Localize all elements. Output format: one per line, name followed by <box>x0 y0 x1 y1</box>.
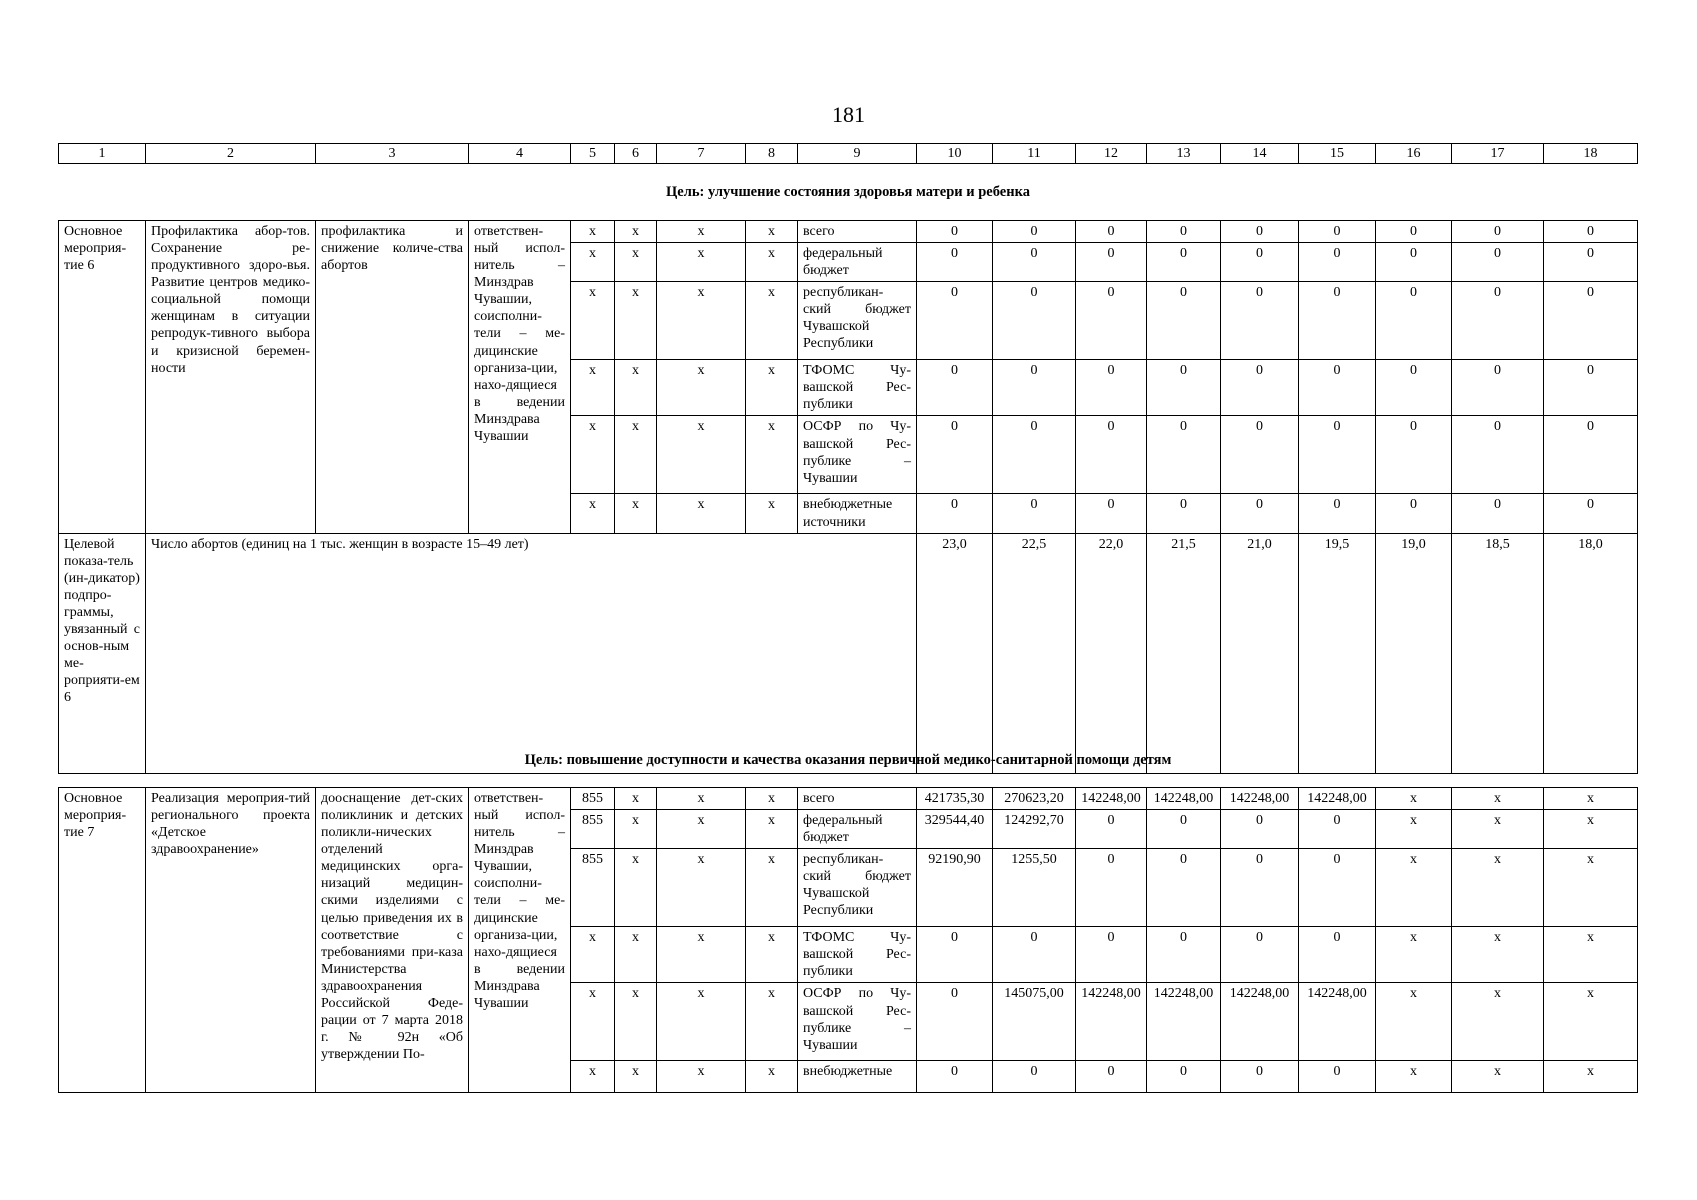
column-header-15: 15 <box>1299 144 1376 164</box>
block2-code-6: х <box>615 788 657 810</box>
block1-code-5: х <box>571 494 615 533</box>
block2-code-7: х <box>657 810 746 849</box>
block2-funding-source: внебюджетные <box>798 1061 917 1093</box>
block1-value-col-18: 0 <box>1544 494 1638 533</box>
block1-value-col-17: 0 <box>1452 416 1544 494</box>
block2-value-col-17: х <box>1452 1061 1544 1093</box>
block1-table <box>58 220 1638 774</box>
block2-value-col-16: х <box>1376 849 1452 927</box>
indicator-value-col-15: 19,5 <box>1299 533 1376 773</box>
block1-event-name: Основное мероприя-тие 6 <box>59 221 146 534</box>
block1-value-col-15: 0 <box>1299 416 1376 494</box>
block1-value-col-14: 0 <box>1221 360 1299 416</box>
block1-code-8: х <box>746 221 798 243</box>
block1-value-col-10: 0 <box>917 243 993 282</box>
block2-code-7: х <box>657 927 746 983</box>
block2-value-col-11: 0 <box>993 927 1076 983</box>
block1-code-7: х <box>657 494 746 533</box>
block1-code-7: х <box>657 416 746 494</box>
column-header-1: 1 <box>59 144 146 164</box>
column-header-14: 14 <box>1221 144 1299 164</box>
block2-value-col-10: 421735,30 <box>917 788 993 810</box>
indicator-value-col-17: 18,5 <box>1452 533 1544 773</box>
block2-value-col-14: 0 <box>1221 927 1299 983</box>
column-header-12: 12 <box>1076 144 1147 164</box>
block1-event-description: Профилактика абор-тов. Сохранение ре-продуктивного здоро-вья. Развитие центров медико-социальной помощи женщинам в ситуации репродук-тивного выбора и кризисной беремен-ности <box>146 221 316 534</box>
column-header-16: 16 <box>1376 144 1452 164</box>
block1-value-col-11: 0 <box>993 360 1076 416</box>
block1-code-6: х <box>615 416 657 494</box>
block1-code-6: х <box>615 221 657 243</box>
block1-code-7: х <box>657 243 746 282</box>
block1-funding-source: федеральный бюджет <box>798 243 917 282</box>
block2-funding-source: ТФОМС Чу-вашской Рес-публики <box>798 927 917 983</box>
block2-value-col-16: х <box>1376 1061 1452 1093</box>
block1-code-6: х <box>615 243 657 282</box>
block1-value-col-18: 0 <box>1544 243 1638 282</box>
block1-value-col-17: 0 <box>1452 282 1544 360</box>
block2-value-col-17: х <box>1452 849 1544 927</box>
block1-value-col-13: 0 <box>1147 282 1221 360</box>
indicator-row <box>59 533 1638 773</box>
block2-value-col-12: 0 <box>1076 810 1147 849</box>
block1-value-col-17: 0 <box>1452 243 1544 282</box>
column-header-2: 2 <box>146 144 316 164</box>
block1-value-col-10: 0 <box>917 494 993 533</box>
block1-value-col-12: 0 <box>1076 221 1147 243</box>
block1-funding-source: ОСФР по Чу-вашской Рес-публике – Чувашии <box>798 416 917 494</box>
block2-value-col-10: 0 <box>917 983 993 1061</box>
block2-value-col-11: 0 <box>993 1061 1076 1093</box>
block2-funding-source: ОСФР по Чу-вашской Рес-публике – Чувашии <box>798 983 917 1061</box>
block1-value-col-18: 0 <box>1544 360 1638 416</box>
block2-code-5: х <box>571 983 615 1061</box>
block2-funding-source: федеральный бюджет <box>798 810 917 849</box>
page-number: 181 <box>832 102 865 127</box>
block1-code-8: х <box>746 282 798 360</box>
block2-value-col-18: х <box>1544 788 1638 810</box>
block1-value-col-14: 0 <box>1221 243 1299 282</box>
indicator-value-col-16: 19,0 <box>1376 533 1452 773</box>
block1-value-col-15: 0 <box>1299 494 1376 533</box>
block1-code-7: х <box>657 360 746 416</box>
block1-value-col-13: 0 <box>1147 416 1221 494</box>
block2-row <box>59 788 1638 810</box>
block2-value-col-16: х <box>1376 810 1452 849</box>
column-header-4: 4 <box>469 144 571 164</box>
block1-value-col-13: 0 <box>1147 360 1221 416</box>
block1-value-col-15: 0 <box>1299 221 1376 243</box>
block2-code-5: х <box>571 927 615 983</box>
column-header-11: 11 <box>993 144 1076 164</box>
block2-code-8: х <box>746 927 798 983</box>
block2-code-8: х <box>746 983 798 1061</box>
indicator-name: Целевой показа-тель (ин-дикатор) подпро-граммы, увязанный с основ-ным ме-роприяти-ем 6 <box>59 533 146 773</box>
block1-value-col-10: 0 <box>917 416 993 494</box>
block2-code-8: х <box>746 849 798 927</box>
column-header-7: 7 <box>657 144 746 164</box>
block1-value-col-18: 0 <box>1544 282 1638 360</box>
block1-value-col-11: 0 <box>993 282 1076 360</box>
block1-value-col-17: 0 <box>1452 221 1544 243</box>
block1-value-col-10: 0 <box>917 282 993 360</box>
block2-value-col-10: 329544,40 <box>917 810 993 849</box>
block1-value-col-15: 0 <box>1299 243 1376 282</box>
block2-value-col-15: 0 <box>1299 810 1376 849</box>
block2-value-col-12: 0 <box>1076 927 1147 983</box>
column-header-17: 17 <box>1452 144 1544 164</box>
indicator-value-col-12: 22,0 <box>1076 533 1147 773</box>
block1-code-6: х <box>615 360 657 416</box>
column-header-18: 18 <box>1544 144 1638 164</box>
indicator-value-col-10: 23,0 <box>917 533 993 773</box>
block2-value-col-18: х <box>1544 1061 1638 1093</box>
block2-value-col-16: х <box>1376 983 1452 1061</box>
block2-value-col-13: 142248,00 <box>1147 983 1221 1061</box>
block1-task: профилактика и снижение количе-ства абортов <box>316 221 469 534</box>
block1-value-col-11: 0 <box>993 416 1076 494</box>
column-header-13: 13 <box>1147 144 1221 164</box>
block2-code-6: х <box>615 927 657 983</box>
column-header-6: 6 <box>615 144 657 164</box>
block1-value-col-16: 0 <box>1376 494 1452 533</box>
block2-value-col-18: х <box>1544 983 1638 1061</box>
block2-value-col-12: 0 <box>1076 1061 1147 1093</box>
block1-code-8: х <box>746 494 798 533</box>
block2-event-name: Основное мероприя-тие 7 <box>59 788 146 1093</box>
block2-executors: ответствен-ный испол-нитель – Минздрав Чувашии, соисполни-тели – ме-дицинские организа-ции, нахо-дящиеся в ведении Минздрава Чувашии <box>469 788 571 1093</box>
column-header-9: 9 <box>798 144 917 164</box>
block1-code-5: х <box>571 243 615 282</box>
block1-value-col-14: 0 <box>1221 416 1299 494</box>
block2-value-col-10: 0 <box>917 927 993 983</box>
block1-value-col-11: 0 <box>993 221 1076 243</box>
block1-value-col-13: 0 <box>1147 243 1221 282</box>
block1-code-5: х <box>571 360 615 416</box>
block1-code-5: х <box>571 221 615 243</box>
block1-value-col-12: 0 <box>1076 282 1147 360</box>
block1-value-col-15: 0 <box>1299 360 1376 416</box>
block2-value-col-11: 1255,50 <box>993 849 1076 927</box>
column-header-row <box>59 144 1638 164</box>
block2-value-col-12: 142248,00 <box>1076 788 1147 810</box>
block2-value-col-17: х <box>1452 788 1544 810</box>
block2-value-col-11: 124292,70 <box>993 810 1076 849</box>
block2-value-col-18: х <box>1544 849 1638 927</box>
block2-task: дооснащение дет-ских поликлиник и детских поликли-нических отделений медицинских орга-низаций медицин-скими изделиями с целью приведения их в соответствие с требованиями при-каза Министерства здравоохранения Российской Феде-рации от 7 марта 2018 г. № 92н «Об утверждении По- <box>316 788 469 1093</box>
block2-value-col-13: 142248,00 <box>1147 788 1221 810</box>
block2-code-8: х <box>746 810 798 849</box>
block2-value-col-10: 92190,90 <box>917 849 993 927</box>
block2-code-7: х <box>657 983 746 1061</box>
block2-value-col-15: 0 <box>1299 927 1376 983</box>
goal-heading-1: Цель: улучшение состояния здоровья матери и ребенка <box>666 184 1030 200</box>
block2-code-6: х <box>615 849 657 927</box>
block2-code-7: х <box>657 1061 746 1093</box>
block1-funding-source: ТФОМС Чу-вашской Рес-публики <box>798 360 917 416</box>
block2-code-5: х <box>571 1061 615 1093</box>
block2-code-5: 855 <box>571 788 615 810</box>
block2-code-5: 855 <box>571 849 615 927</box>
block1-code-6: х <box>615 282 657 360</box>
block2-value-col-11: 145075,00 <box>993 983 1076 1061</box>
indicator-value-col-11: 22,5 <box>993 533 1076 773</box>
goal-heading-2: Цель: повышение доступности и качества оказания первичной медико-санитарной помощи детям <box>524 752 1172 768</box>
block1-funding-source: всего <box>798 221 917 243</box>
block2-value-col-14: 142248,00 <box>1221 788 1299 810</box>
block1-value-col-18: 0 <box>1544 221 1638 243</box>
block2-value-col-12: 0 <box>1076 849 1147 927</box>
block2-code-7: х <box>657 788 746 810</box>
block2-value-col-17: х <box>1452 927 1544 983</box>
block2-value-col-10: 0 <box>917 1061 993 1093</box>
block1-funding-source: республикан-ский бюджет Чувашской Республики <box>798 282 917 360</box>
block2-event-description: Реализация мероприя-тий регионального проекта «Детское здравоохранение» <box>146 788 316 1093</box>
indicator-text: Число абортов (единиц на 1 тыс. женщин в возрасте 15–49 лет) <box>146 533 917 773</box>
block1-value-col-16: 0 <box>1376 416 1452 494</box>
column-header-8: 8 <box>746 144 798 164</box>
block2-value-col-13: 0 <box>1147 1061 1221 1093</box>
block1-value-col-14: 0 <box>1221 282 1299 360</box>
block2-value-col-14: 0 <box>1221 849 1299 927</box>
block1-value-col-13: 0 <box>1147 221 1221 243</box>
block2-value-col-11: 270623,20 <box>993 788 1076 810</box>
block2-value-col-15: 0 <box>1299 849 1376 927</box>
block1-code-7: х <box>657 282 746 360</box>
block2-value-col-13: 0 <box>1147 810 1221 849</box>
block1-code-5: х <box>571 416 615 494</box>
block2-funding-source: республикан-ский бюджет Чувашской Республики <box>798 849 917 927</box>
block2-value-col-15: 0 <box>1299 1061 1376 1093</box>
block2-value-col-18: х <box>1544 927 1638 983</box>
block1-code-7: х <box>657 221 746 243</box>
block2-value-col-12: 142248,00 <box>1076 983 1147 1061</box>
block1-value-col-14: 0 <box>1221 221 1299 243</box>
block2-value-col-18: х <box>1544 810 1638 849</box>
column-header-table <box>58 143 1638 164</box>
block2-value-col-14: 0 <box>1221 1061 1299 1093</box>
block2-value-col-16: х <box>1376 788 1452 810</box>
block2-value-col-17: х <box>1452 983 1544 1061</box>
indicator-value-col-18: 18,0 <box>1544 533 1638 773</box>
column-header-3: 3 <box>316 144 469 164</box>
block1-row <box>59 221 1638 243</box>
block1-value-col-10: 0 <box>917 360 993 416</box>
block1-value-col-10: 0 <box>917 221 993 243</box>
block2-code-5: 855 <box>571 810 615 849</box>
block1-value-col-12: 0 <box>1076 360 1147 416</box>
block2-value-col-15: 142248,00 <box>1299 983 1376 1061</box>
block2-code-6: х <box>615 983 657 1061</box>
block2-value-col-15: 142248,00 <box>1299 788 1376 810</box>
block2-code-6: х <box>615 1061 657 1093</box>
block2-funding-source: всего <box>798 788 917 810</box>
block1-value-col-17: 0 <box>1452 360 1544 416</box>
column-header-10: 10 <box>917 144 993 164</box>
block1-value-col-12: 0 <box>1076 494 1147 533</box>
block1-value-col-11: 0 <box>993 494 1076 533</box>
column-header-5: 5 <box>571 144 615 164</box>
block1-value-col-18: 0 <box>1544 416 1638 494</box>
indicator-value-col-13: 21,5 <box>1147 533 1221 773</box>
block1-funding-source: внебюджетные источники <box>798 494 917 533</box>
block1-value-col-13: 0 <box>1147 494 1221 533</box>
block2-value-col-13: 0 <box>1147 927 1221 983</box>
block1-value-col-16: 0 <box>1376 243 1452 282</box>
block2-value-col-17: х <box>1452 810 1544 849</box>
block1-value-col-16: 0 <box>1376 221 1452 243</box>
indicator-value-col-14: 21,0 <box>1221 533 1299 773</box>
block1-value-col-14: 0 <box>1221 494 1299 533</box>
block1-value-col-12: 0 <box>1076 416 1147 494</box>
block2-code-8: х <box>746 1061 798 1093</box>
block1-value-col-17: 0 <box>1452 494 1544 533</box>
block2-code-6: х <box>615 810 657 849</box>
block2-value-col-14: 142248,00 <box>1221 983 1299 1061</box>
block1-value-col-12: 0 <box>1076 243 1147 282</box>
block1-code-8: х <box>746 416 798 494</box>
block1-value-col-16: 0 <box>1376 360 1452 416</box>
block2-table <box>58 787 1638 1093</box>
block1-code-6: х <box>615 494 657 533</box>
block2-value-col-14: 0 <box>1221 810 1299 849</box>
block2-code-8: х <box>746 788 798 810</box>
block1-executors: ответствен-ный испол-нитель – Минздрав Чувашии, соисполни-тели – ме-дицинские организа-ции, нахо-дящиеся в ведении Минздрава Чувашии <box>469 221 571 534</box>
block1-value-col-11: 0 <box>993 243 1076 282</box>
block2-value-col-13: 0 <box>1147 849 1221 927</box>
block2-code-7: х <box>657 849 746 927</box>
block1-value-col-16: 0 <box>1376 282 1452 360</box>
block1-code-8: х <box>746 360 798 416</box>
block1-code-5: х <box>571 282 615 360</box>
block2-value-col-16: х <box>1376 927 1452 983</box>
block1-code-8: х <box>746 243 798 282</box>
block1-value-col-15: 0 <box>1299 282 1376 360</box>
